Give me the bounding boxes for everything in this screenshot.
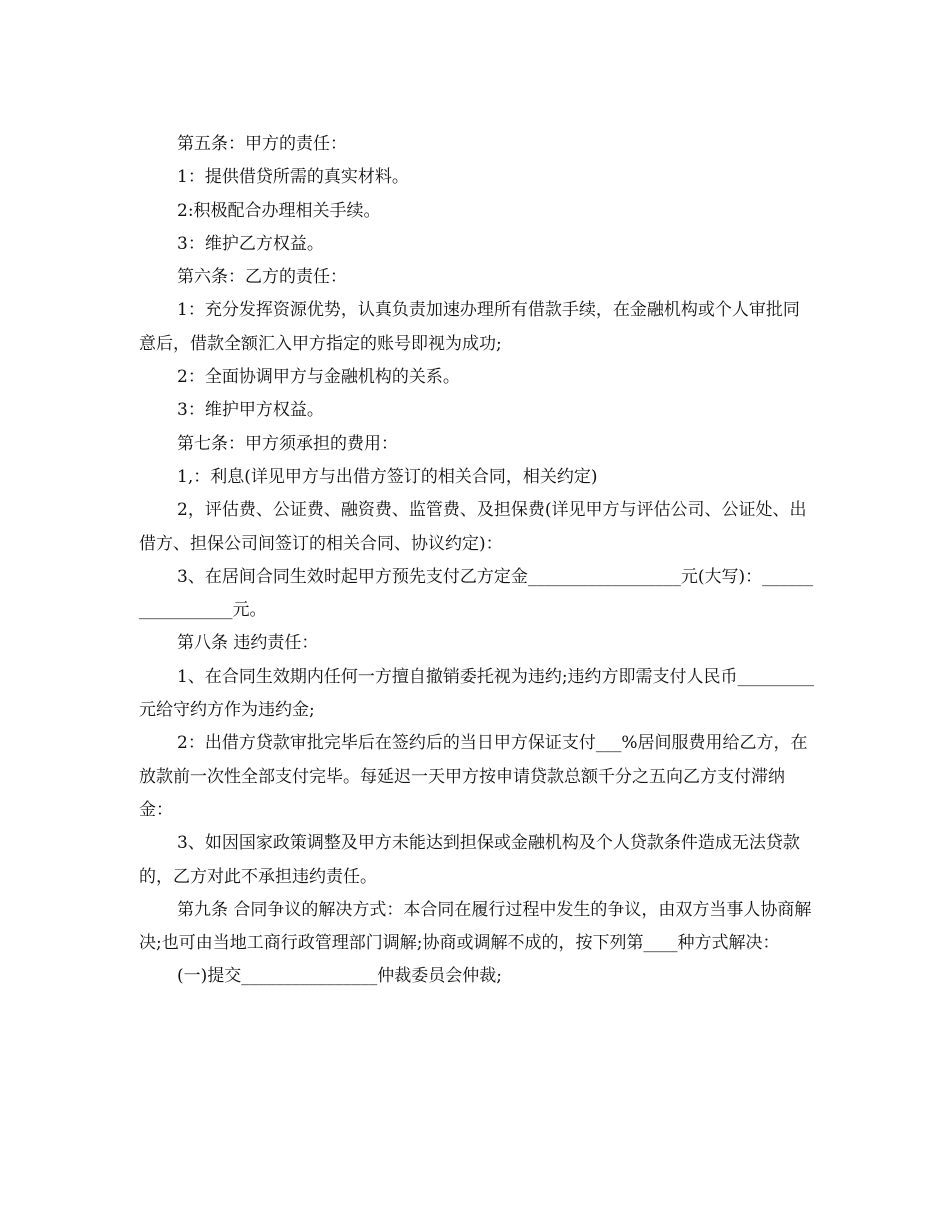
clause-8-item-2: 2：出借方贷款审批完毕后在签约后的当日甲方保证支付___%居间服费用给乙方，在放款前一次性全部支付完毕。每延迟一天甲方按申请贷款总额千分之五向乙方支付滞纳金： bbox=[139, 733, 808, 820]
clause-5-item-1: 1：提供借贷所需的真实材料。 bbox=[177, 167, 409, 188]
clause-6-heading: 第六条：乙方的责任： bbox=[177, 267, 347, 288]
clause-8-item-3: 3、如因国家政策调整及甲方未能达到担保或金融机构及个人贷款条件造成无法贷款的，乙方对此不承担违约责任。 bbox=[139, 833, 800, 887]
clause-5-item-2: 2:积极配合办理相关手续。 bbox=[177, 200, 381, 221]
clause-9-item-1: (一)提交________________仲裁委员会仲裁; bbox=[177, 966, 502, 987]
clause-8-heading: 第八条 违约责任： bbox=[177, 633, 319, 654]
clause-5-item-3: 3：维护乙方权益。 bbox=[177, 233, 324, 254]
clause-7-item-3: 3、在居间合同生效时起甲方预先支付乙方定金__________________元(大写)：_________________元。 bbox=[139, 566, 814, 621]
clause-7-heading: 第七条：甲方须承担的费用： bbox=[177, 433, 398, 454]
clause-7-item-1: 1,：利息(详见甲方与出借方签订的相关合同，相关约定) bbox=[177, 466, 598, 487]
document-body bbox=[139, 128, 815, 994]
clause-5-heading: 第五条：甲方的责任： bbox=[177, 134, 347, 154]
clause-8-item-1: 1、在合同生效期内任何一方擅自撤销委托视为违约;违约方即需支付人民币_________元给守约方作为违约金; bbox=[139, 666, 815, 721]
clause-6-item-2: 2：全面协调甲方与金融机构的关系。 bbox=[177, 367, 460, 388]
clause-7-item-2: 2，评估费、公证费、融资费、监管费、及担保费(详见甲方与评估公司、公证处、出借方、担保公司间签订的相关合同、协议约定)： bbox=[139, 500, 807, 554]
clause-9-heading: 第九条 合同争议的解决方式：本合同在履行过程中发生的争议，由双方当事人协商解决;也可由当地工商行政管理部门调解;协商或调解不成的，按下列第____种方式解决： bbox=[139, 899, 812, 954]
clause-6-item-1: 1：充分发挥资源优势，认真负责加速办理所有借款手续，在金融机构或个人审批同意后，借款全额汇入甲方指定的账号即视为成功; bbox=[139, 300, 800, 354]
clause-6-item-3: 3：维护甲方权益。 bbox=[177, 400, 324, 421]
